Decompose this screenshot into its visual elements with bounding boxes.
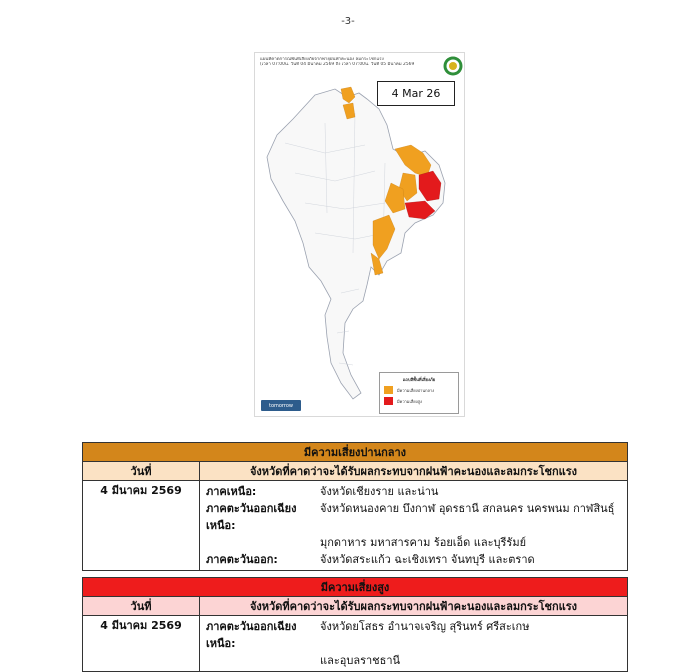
region-line <box>206 534 621 551</box>
legend-item-high <box>384 397 458 405</box>
col-header-date: วันที่ <box>83 597 200 616</box>
region-label: ภาคเหนือ: <box>206 485 257 498</box>
legend-label: มีความเสี่ยงสูง <box>397 398 422 404</box>
region-label: ภาคตะวันออกเฉียงเหนือ: <box>206 502 297 532</box>
table-row <box>83 616 628 672</box>
page-number: -3- <box>341 16 355 27</box>
moderate-risk-table <box>82 442 628 571</box>
region-line <box>206 483 621 500</box>
legend-label: มีความเสี่ยงปานกลาง <box>397 387 435 393</box>
legend-title: แถบสีพื้นที่เสี่ยงภัย <box>402 377 436 382</box>
legend-swatch-high <box>384 397 393 405</box>
col-header-provinces: จังหวัดที่คาดว่าจะได้รับผลกระทบจากฝนฟ้าคะนองและลมกระโชกแรง <box>200 462 628 481</box>
map-legend <box>379 372 459 414</box>
risk-map <box>254 52 465 417</box>
region-line <box>206 500 621 534</box>
region-label: ภาคตะวันออกเฉียงเหนือ: <box>206 620 297 650</box>
region-label <box>206 652 320 669</box>
map-title <box>260 57 430 67</box>
region-label: ภาคตะวันออก: <box>206 553 278 566</box>
provinces-cell <box>200 481 628 571</box>
region-line <box>206 652 621 669</box>
thailand-map <box>255 53 466 418</box>
col-header-date: วันที่ <box>83 462 200 481</box>
map-date-label: 4 Mar 26 <box>377 81 455 106</box>
legend-item-moderate <box>384 386 458 394</box>
tmd-logo-icon <box>443 56 463 76</box>
map-country-shape <box>267 89 445 399</box>
province-list: จังหวัดยโสธร อำนาจเจริญ สุรินทร์ ศรีสะเกษ <box>320 620 530 633</box>
date-cell: 4 มีนาคม 2569 <box>83 616 200 672</box>
table-row <box>83 481 628 571</box>
province-list: มุกดาหาร มหาสารคาม ร้อยเอ็ด และบุรีรัมย์ <box>320 536 527 549</box>
province-list: และอุบลราชธานี <box>320 654 401 667</box>
col-header-provinces: จังหวัดที่คาดว่าจะได้รับผลกระทบจากฝนฟ้าคะนองและลมกระโชกแรง <box>200 597 628 616</box>
watermark-logo: tomorrow <box>261 400 301 411</box>
map-title-line: แผนที่คาดการณ์พื้นที่เสี่ยงภัยจากพายุฝนฟ้าคะนอง ลมกระโชกแรง <box>260 57 384 62</box>
moderate-risk-title: มีความเสี่ยงปานกลาง <box>83 443 628 462</box>
date-cell: 4 มีนาคม 2569 <box>83 481 200 571</box>
legend-swatch-moderate <box>384 386 393 394</box>
provinces-cell <box>200 616 628 672</box>
map-title-line: (เวลา 07:00น. วันที่ 04 มีนาคม 2569 ถึง เวลา 07:00น. วันที่ 05 มีนาคม 2569 <box>260 62 415 68</box>
region-line <box>206 551 621 568</box>
region-label <box>206 534 320 551</box>
region-line <box>206 618 621 652</box>
province-list: จังหวัดหนองคาย บึงกาฬ อุดรธานี สกลนคร นครพนม กาฬสินธุ์ <box>320 502 615 515</box>
province-list: จังหวัดเชียงราย และน่าน <box>320 485 439 498</box>
province-list: จังหวัดสระแก้ว ฉะเชิงเทรา จันทบุรี และตราด <box>320 553 535 566</box>
high-risk-title: มีความเสี่ยงสูง <box>83 578 628 597</box>
